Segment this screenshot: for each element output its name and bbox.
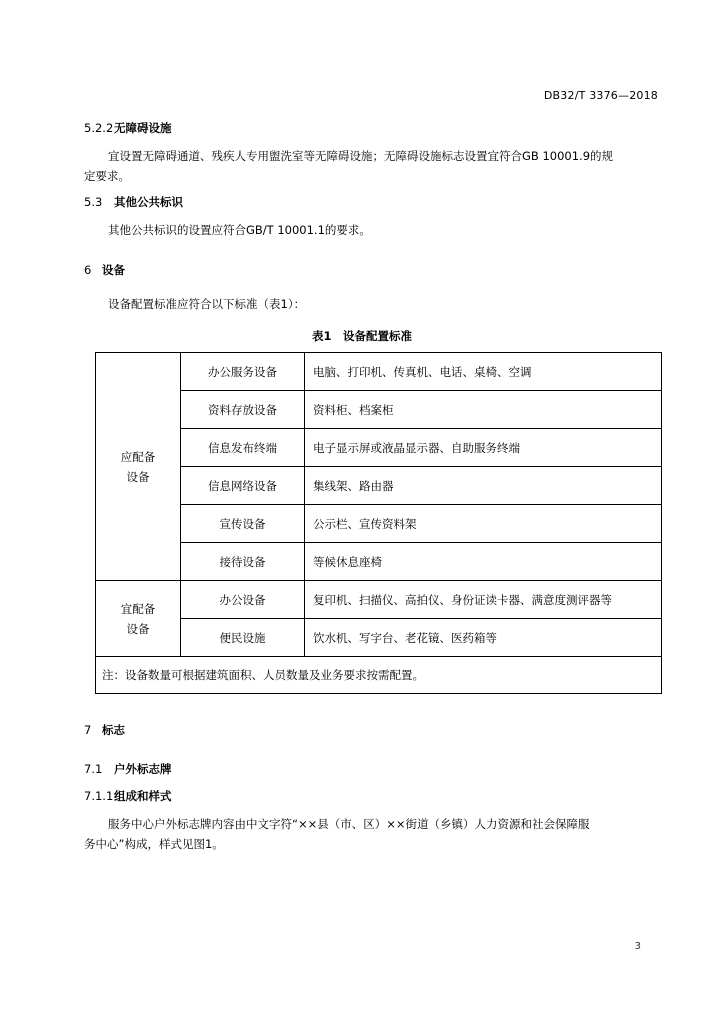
page-number: 3 (634, 941, 641, 952)
heading-7-1 (84, 761, 172, 777)
category-cell: 信息网络设备 (181, 467, 305, 505)
category-cell: 信息发布终端 (181, 429, 305, 467)
table-caption: 表1 设备配置标准 (311, 329, 412, 343)
group-label-line1: 应配备 (120, 449, 156, 464)
heading-number: 5.3 (84, 195, 103, 209)
group-label-line2: 设备 (126, 621, 150, 636)
heading-title: 标志 (102, 723, 125, 737)
equipment-table (95, 352, 662, 694)
heading-title: 设备 (102, 263, 125, 277)
table-row (96, 391, 662, 429)
table-row (96, 505, 662, 543)
heading-number: 7.1 (84, 762, 103, 776)
items-cell: 电脑、打印机、传真机、电话、桌椅、空调 (305, 353, 662, 391)
heading-6 (84, 262, 125, 278)
heading-number: 6 (84, 263, 92, 277)
category-cell: 办公服务设备 (181, 353, 305, 391)
group-label-required (96, 353, 181, 581)
heading-7-1-1 (84, 788, 172, 804)
heading-title: 其他公共标识 (114, 195, 183, 209)
paragraph-5-2-2-line1: 宜设置无障碍通道、残疾人专用盥洗室等无障碍设施；无障碍设施标志设置宜符合GB 10001.9的规 (108, 149, 614, 163)
heading-title: 户外标志牌 (114, 762, 172, 776)
table-row (96, 429, 662, 467)
group-label-optional (96, 581, 181, 657)
heading-number: 7 (84, 723, 92, 737)
group-label-line1: 宜配备 (120, 601, 156, 616)
table-row (96, 657, 662, 694)
group-label-line2: 设备 (126, 469, 150, 484)
paragraph-6: 设备配置标准应符合以下标准（表1）： (108, 297, 306, 311)
paragraph-7-1-1-line1: 服务中心户外标志牌内容由中文字符“××县（市、区）××街道（乡镇）人力资源和社会保障服 (108, 817, 590, 831)
category-cell: 资料存放设备 (181, 391, 305, 429)
paragraph-7-1-1-line2: 务中心”构成，样式见图1。 (84, 837, 224, 851)
items-cell: 复印机、扫描仪、高拍仪、身份证读卡器、满意度测评器等 (305, 581, 662, 619)
heading-title: 组成和样式 (114, 789, 172, 803)
category-cell: 便民设施 (181, 619, 305, 657)
items-cell: 公示栏、宣传资料架 (305, 505, 662, 543)
items-cell: 饮水机、写字台、老花镜、医药箱等 (305, 619, 662, 657)
table-row (96, 467, 662, 505)
heading-title: 无障碍设施 (114, 121, 172, 135)
heading-5-2-2 (84, 120, 172, 136)
items-cell: 等候休息座椅 (305, 543, 662, 581)
heading-7 (84, 722, 125, 738)
table-row (96, 619, 662, 657)
paragraph-5-2-2-line2: 定要求。 (84, 169, 130, 183)
items-cell: 集线架、路由器 (305, 467, 662, 505)
table-row (96, 581, 662, 619)
category-cell: 接待设备 (181, 543, 305, 581)
category-cell: 宣传设备 (181, 505, 305, 543)
table-row (96, 353, 662, 391)
standard-number: DB32/T 3376—2018 (543, 89, 658, 102)
heading-number: 7.1.1 (84, 789, 114, 803)
paragraph-5-3: 其他公共标识的设置应符合GB/T 10001.1的要求。 (108, 223, 371, 237)
heading-5-3 (84, 194, 183, 210)
category-cell: 办公设备 (181, 581, 305, 619)
heading-number: 5.2.2 (84, 121, 114, 135)
items-cell: 资料柜、档案柜 (305, 391, 662, 429)
table-note: 注：设备数量可根据建筑面积、人员数量及业务要求按需配置。 (96, 657, 662, 694)
table-row (96, 543, 662, 581)
items-cell: 电子显示屏或液晶显示器、自助服务终端 (305, 429, 662, 467)
